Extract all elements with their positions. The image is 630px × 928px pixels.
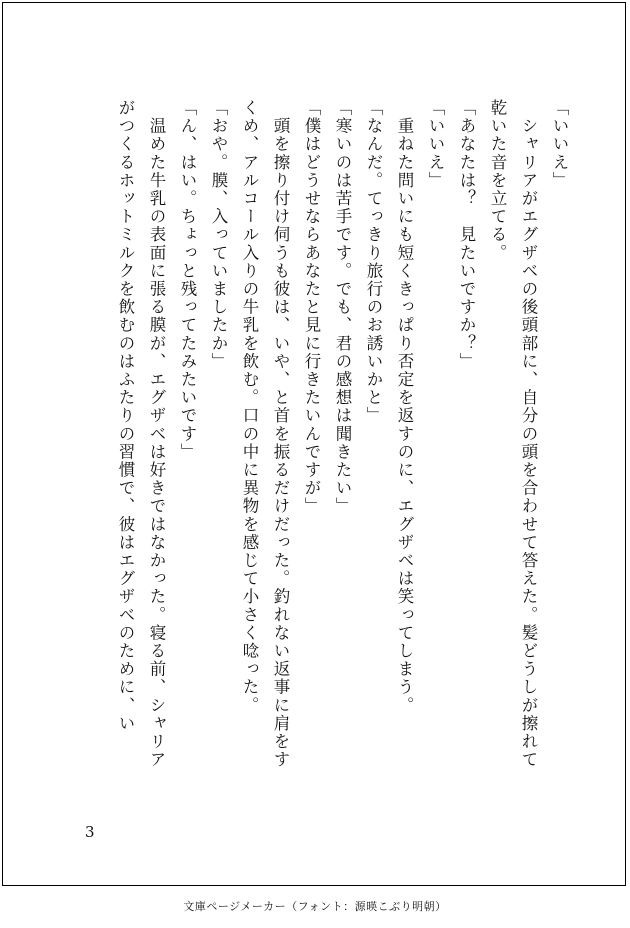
footer-credit: 文庫ページメーカー（フォント：源暎こぶり明朝）: [183, 900, 447, 913]
paragraph: 「いいえ」: [550, 99, 569, 190]
paragraph: 「いいえ」: [426, 99, 445, 190]
paragraph: 「僕はどうせならあなたと見に行きたいんですが」: [302, 99, 321, 516]
body-text: [79, 99, 575, 769]
paragraph: 「ん、はい。ちょっと残ってたみたいです」: [178, 99, 197, 461]
paragraph: 温めた牛乳の表面に張る膜が、エグザベは好きではなかった。寝る前、シャリアがつくるホットミルクを飲むのはふたりの習慣で、彼はエグザベのために、い: [116, 99, 166, 769]
page-frame: [2, 2, 626, 886]
paragraph: シャリアがエグザベの後頭部に、自分の頭を合わせて答えた。髪どうしが擦れて乾いた音を立てる。: [488, 99, 538, 769]
paragraph: 「寒いのは苦手です。でも、君の感想は聞きたい」: [333, 99, 352, 516]
paragraph: 頭を擦り付け伺うも彼は、いや、と首を振るだけだった。釣れない返事に肩をすくめ、アルコール入りの牛乳を飲む。口の中に異物を感じて小さく唸った。: [240, 99, 290, 769]
paragraph: 重ねた問いにも短くきっぱり否定を返すのに、エグザベは笑ってしまう。: [395, 99, 414, 715]
paragraph: 「あなたは？ 見たいですか？」: [457, 99, 476, 371]
paragraph: 「おや。膜、入っていましたか」: [209, 99, 228, 371]
paragraph: 「なんだ。てっきり旅行のお誘いかと」: [364, 99, 383, 425]
page-number: 3: [85, 823, 95, 841]
